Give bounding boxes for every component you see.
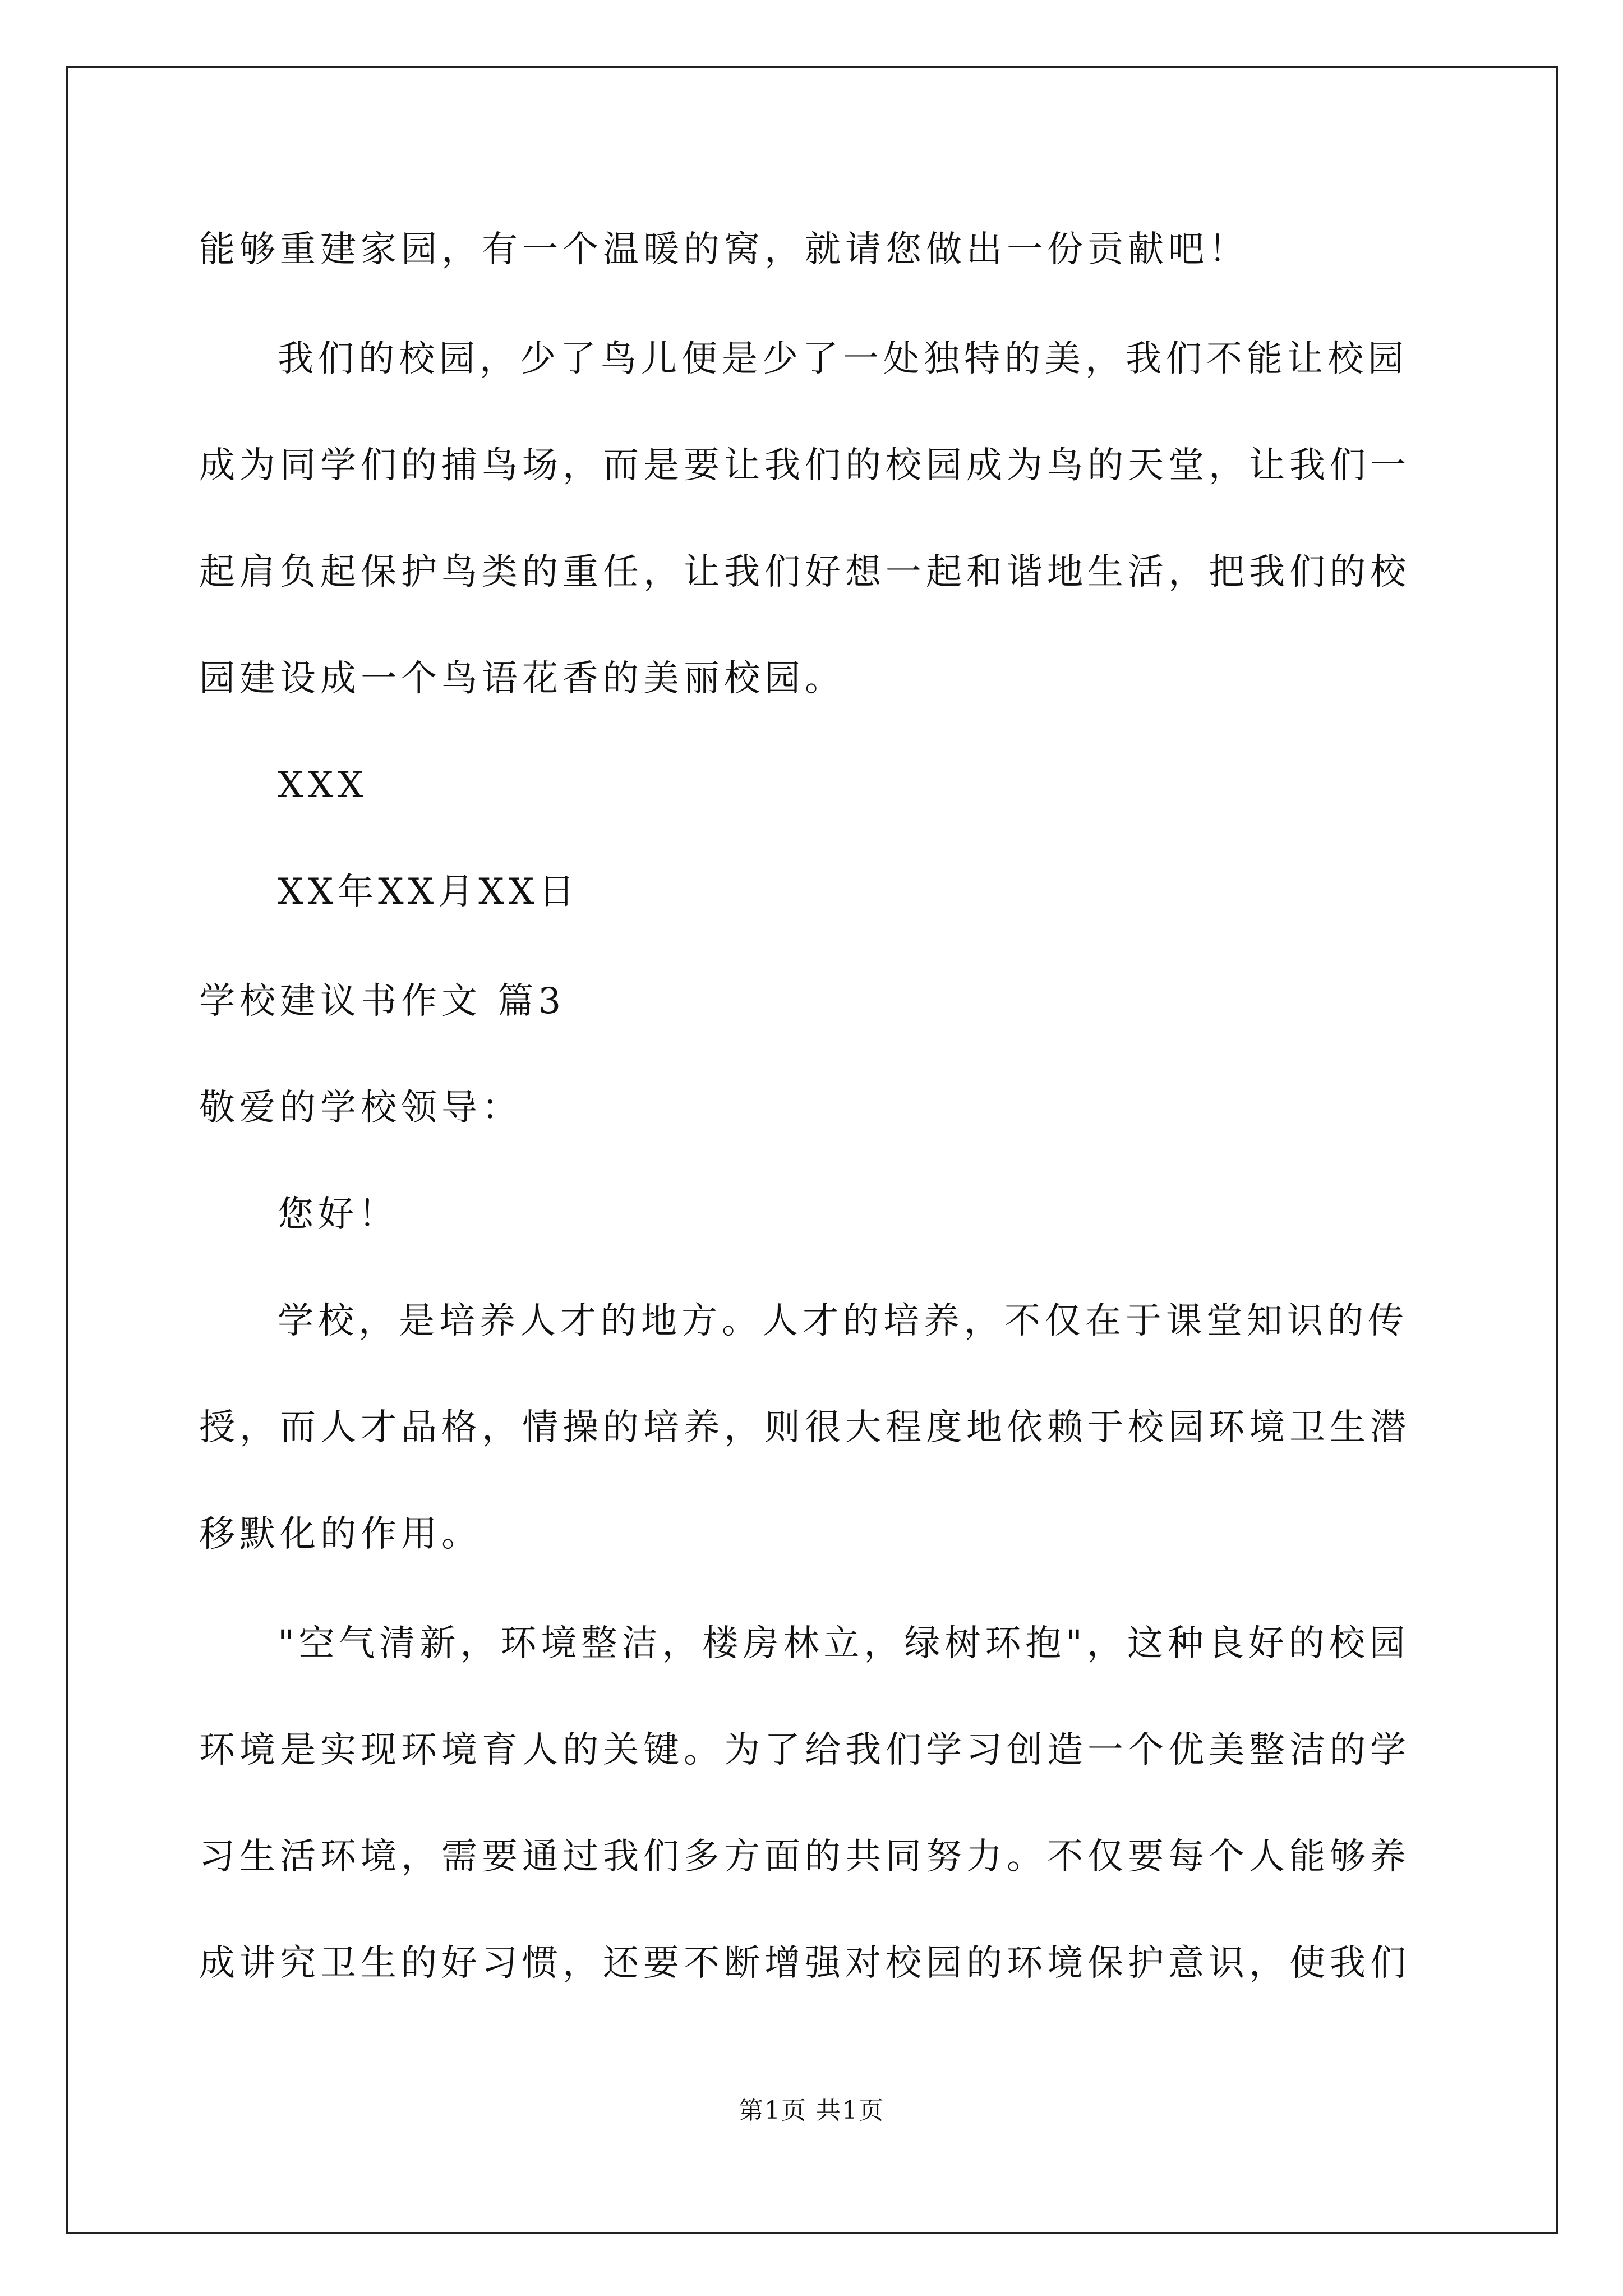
- paragraph-start: 我们的校园，少了鸟儿便是少了一处独特的美，我们不能让校园: [278, 338, 1408, 380]
- date: XX年XX月XX日: [278, 871, 579, 913]
- text-line: 授，而人才品格，情操的培养，则很大程度地依赖于校园环境卫生潜: [199, 1407, 1410, 1448]
- text-line: 成为同学们的捕鸟场，而是要让我们的校园成为鸟的天堂，让我们一: [199, 445, 1410, 486]
- paragraph-start: "空气清新，环境整洁，楼房林立，绿树环抱"，这种良好的校园: [278, 1623, 1410, 1664]
- text-line: 园建设成一个鸟语花香的美丽校园。: [199, 658, 845, 700]
- page-border: [66, 66, 1558, 2234]
- text-line: 环境是实现环境育人的关键。为了给我们学习创造一个优美整洁的学: [199, 1729, 1410, 1771]
- text-line: 习生活环境，需要通过我们多方面的共同努力。不仅要每个人能够养: [199, 1836, 1410, 1878]
- section-heading: 学校建议书作文 篇3: [199, 981, 566, 1022]
- text-line: 能够重建家园，有一个温暖的窝，就请您做出一份贡献吧！: [199, 229, 1249, 270]
- text-line: 成讲究卫生的好习惯，还要不断增强对校园的环境保护意识，使我们: [199, 1943, 1410, 1984]
- greeting: 您好！: [278, 1194, 399, 1235]
- page-number-footer: 第1页 共1页: [739, 2096, 884, 2125]
- signature: XXX: [278, 765, 368, 806]
- paragraph-start: 学校，是培养人才的地方。人才的培养，不仅在于课堂知识的传: [278, 1300, 1408, 1342]
- salutation: 敬爱的学校领导：: [199, 1087, 522, 1129]
- text-line: 移默化的作用。: [199, 1513, 482, 1555]
- text-line: 起肩负起保护鸟类的重任，让我们好想一起和谐地生活，把我们的校: [199, 551, 1410, 593]
